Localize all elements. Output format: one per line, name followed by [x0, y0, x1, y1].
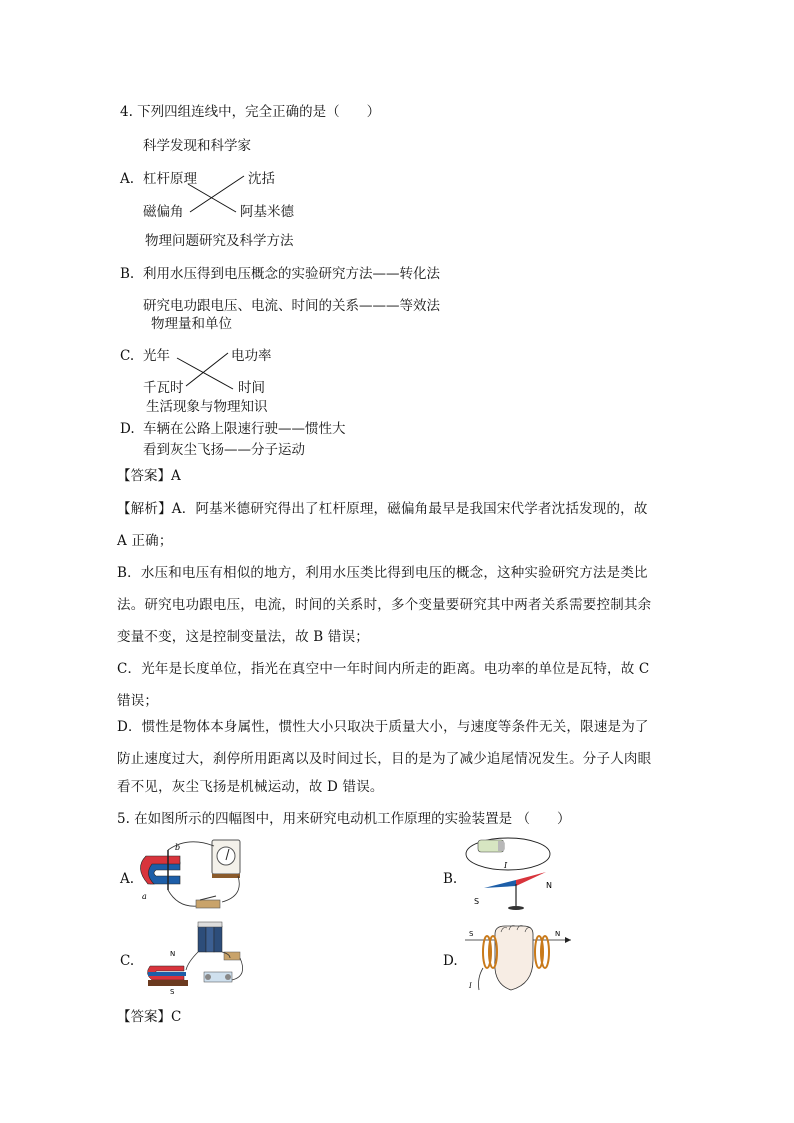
option-c-letter: C.: [120, 953, 135, 969]
label-s: S: [469, 930, 474, 938]
option-a-right-bottom: 阿基米德: [240, 204, 294, 220]
analysis-line: A 正确；: [117, 533, 173, 549]
label-b: b: [175, 843, 181, 852]
analysis-line: 法。研究电功跟电压，电流，时间的关系时，多个变量要研究其中两者关系需要控制其余: [117, 597, 652, 613]
analysis-line: 【解析】A．阿基米德研究得出了杠杆原理，磁偏角最早是我国宋代学者沈括发现的，故: [117, 501, 648, 517]
option-b-header: 物理问题研究及科学方法: [145, 233, 294, 249]
line-c-1: [177, 358, 233, 389]
option-b-letter: B.: [120, 266, 135, 282]
label-current: I: [504, 861, 508, 870]
option-c-left-bottom: 千瓦时: [143, 380, 184, 396]
option-a-header: 科学发现和科学家: [143, 138, 251, 154]
q4-stem: 4. 下列四组连线中，完全正确的是（ ）: [120, 104, 381, 120]
option-c-right-bottom: 时间: [238, 380, 265, 396]
label-n: N: [555, 930, 561, 938]
option-a-letter: A.: [120, 171, 135, 187]
analysis-line: C．光年是长度单位，指光在真空中一年时间内所走的距离。电功率的单位是瓦特，故 C: [117, 661, 650, 677]
label-n: N: [170, 950, 176, 958]
option-a-letter: A.: [120, 871, 135, 887]
analysis-line: 错误；: [117, 693, 159, 709]
option-c-letter: C.: [120, 348, 135, 364]
option-d-header: 生活现象与物理知识: [146, 399, 268, 415]
label-n: N: [546, 881, 552, 890]
line-a-1: [188, 184, 236, 212]
q5-answer: 【答案】C: [117, 1009, 182, 1025]
line-a-2: [190, 176, 244, 212]
option-d-line1: 车辆在公路上限速行驶——惯性大: [143, 421, 346, 437]
option-a-left-top: 杠杆原理: [143, 171, 197, 187]
label-current: I: [469, 982, 472, 990]
line-c-2: [186, 353, 228, 386]
option-d-line2: 看到灰尘飞扬——分子运动: [143, 442, 305, 458]
solenoid-right-hand-figure: [465, 918, 575, 998]
oersted-compass-figure: [462, 836, 552, 916]
option-a-right-top: 沈括: [248, 171, 275, 187]
matching-lines: [0, 0, 794, 500]
option-d-letter: D.: [443, 953, 458, 969]
q5-stem: 5. 在如图所示的四幅图中，用来研究电动机工作原理的实验装置是 （ ）: [117, 811, 571, 827]
analysis-line: 看不见，灰尘飞扬是机械运动，故 D 错误。: [117, 779, 384, 795]
label-a: a: [142, 892, 147, 901]
analysis-line: D．惯性是物体本身属性，惯性大小只取决于质量大小，与速度等条件无关，限速是为了: [117, 719, 649, 735]
option-b-letter: B.: [443, 871, 458, 887]
magnet-galvanometer-figure: [138, 836, 248, 916]
label-s: S: [170, 988, 175, 996]
option-c-right-top: 电功率: [231, 348, 272, 364]
option-c-left-top: 光年: [143, 348, 170, 364]
option-c-header: 物理量和单位: [151, 316, 232, 332]
option-b-line2: 研究电功跟电压、电流、时间的关系———等效法: [143, 298, 440, 314]
option-b-line1: 利用水压得到电压概念的实验研究方法——转化法: [143, 266, 440, 282]
motor-battery-figure: [142, 918, 252, 998]
analysis-line: 变量不变，这是控制变量法，故 B 错误；: [117, 629, 370, 645]
q4-answer: 【答案】A: [117, 468, 181, 484]
analysis-line: B．水压和电压有相似的地方，利用水压类比得到电压的概念，这种实验研究方法是类比: [117, 565, 648, 581]
analysis-line: 防止速度过大，刹停所用距离以及时间过长，目的是为了减少追尾情况发生。分子人肉眼: [117, 751, 652, 767]
option-d-letter: D.: [120, 421, 135, 437]
option-a-left-bottom: 磁偏角: [143, 204, 184, 220]
label-s: S: [474, 897, 480, 906]
